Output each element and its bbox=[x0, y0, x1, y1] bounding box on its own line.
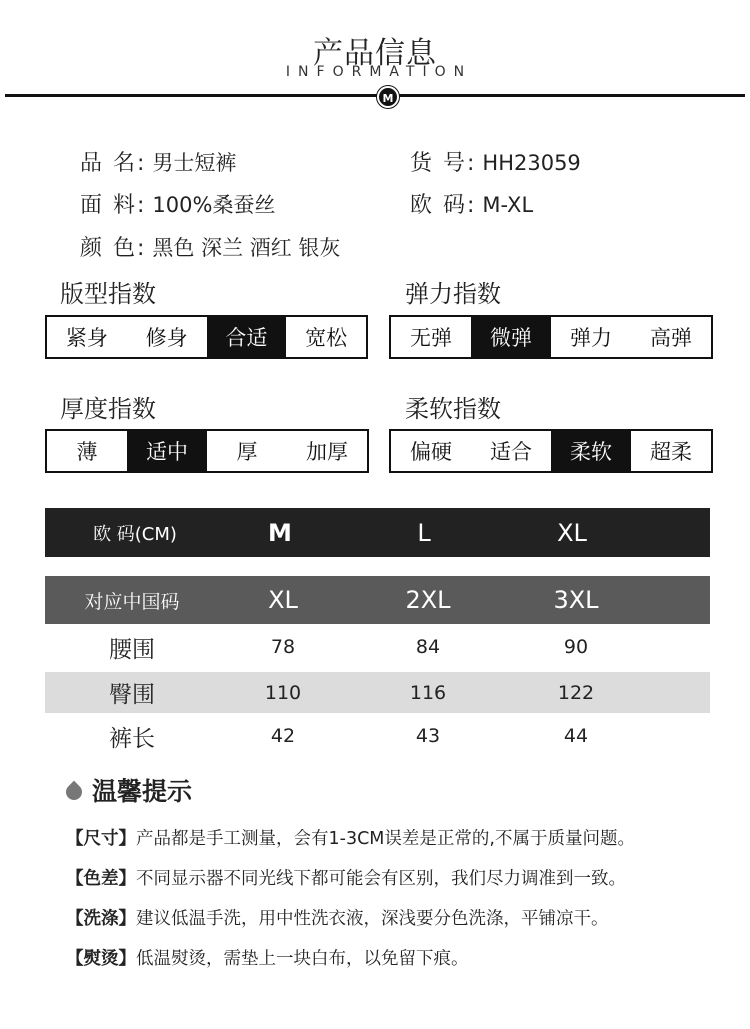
fit-option: 紧身 bbox=[65, 326, 108, 350]
thickness-option: 薄 bbox=[76, 440, 98, 464]
tip-text: 低温熨烫，需垫上一块白布，以免留下痕。 bbox=[136, 949, 469, 969]
softness-index-scale bbox=[389, 429, 713, 473]
size-table-cn-row bbox=[45, 576, 710, 624]
elastic-index-title: 弹力指数 bbox=[405, 280, 501, 308]
fit-index-title: 版型指数 bbox=[60, 280, 156, 308]
product-name-row bbox=[80, 146, 236, 177]
row-cell: 44 bbox=[563, 725, 589, 747]
tip-tag: 【色差】 bbox=[66, 869, 136, 889]
row-cell: 42 bbox=[270, 725, 296, 747]
cn-size-cell: XL bbox=[268, 586, 298, 614]
product-color-row bbox=[80, 231, 340, 262]
size-table-header bbox=[45, 508, 710, 557]
row-cell: 122 bbox=[557, 681, 595, 704]
tip-tag: 【尺寸】 bbox=[66, 829, 136, 849]
row-cell: 110 bbox=[264, 681, 302, 704]
row-label: 臀围 bbox=[109, 682, 155, 708]
page-subtitle: INFORMATION bbox=[285, 64, 473, 80]
fit-option: 修身 bbox=[145, 326, 188, 350]
product-color-label: 颜 色: bbox=[80, 236, 147, 261]
softness-option: 偏硬 bbox=[410, 440, 452, 464]
tip-text: 不同显示器不同光线下都可能会有区别，我们尽力调准到一致。 bbox=[136, 869, 626, 889]
row-label: 腰围 bbox=[109, 636, 155, 663]
table-row bbox=[45, 626, 710, 668]
thickness-index-title: 厚度指数 bbox=[60, 395, 156, 423]
size-header-cell: M bbox=[268, 518, 292, 547]
row-cell: 90 bbox=[563, 636, 589, 658]
row-cell: 84 bbox=[415, 636, 441, 658]
elastic-index-scale bbox=[389, 315, 713, 359]
page-title: 产品信息 bbox=[313, 36, 437, 71]
softness-index-title: 柔软指数 bbox=[405, 395, 501, 423]
elastic-option: 高弹 bbox=[650, 326, 692, 350]
cn-size-cell: 3XL bbox=[553, 586, 599, 614]
row-label: 裤长 bbox=[109, 725, 155, 752]
thickness-option: 适中 bbox=[127, 431, 207, 471]
table-row bbox=[45, 715, 710, 757]
tip-tag: 【洗涤】 bbox=[66, 909, 136, 929]
product-sku-label: 货 号: bbox=[410, 151, 477, 176]
tip-item bbox=[66, 865, 626, 890]
thickness-option: 加厚 bbox=[306, 440, 348, 464]
thickness-option: 厚 bbox=[236, 440, 258, 464]
fit-option: 合适 bbox=[207, 317, 287, 357]
header-badge: M bbox=[377, 86, 399, 108]
product-color-value: 黑色 深兰 酒红 银灰 bbox=[152, 236, 341, 260]
tip-item bbox=[66, 945, 469, 970]
product-sku-value: HH23059 bbox=[482, 151, 581, 175]
product-size-label: 欧 码: bbox=[410, 193, 477, 218]
cn-size-cell: 2XL bbox=[405, 586, 451, 614]
fit-option: 宽松 bbox=[305, 326, 348, 350]
size-header-cell: XL bbox=[557, 518, 587, 547]
table-row bbox=[45, 672, 710, 713]
size-header-cell: L bbox=[417, 518, 431, 547]
product-sku-row bbox=[410, 146, 581, 177]
tip-text: 产品都是手工测量，会有1-3CM误差是正常的,不属于质量问题。 bbox=[136, 829, 635, 849]
row-cell: 116 bbox=[409, 681, 447, 704]
tip-tag: 【熨烫】 bbox=[66, 949, 136, 969]
product-size-row bbox=[410, 188, 533, 219]
tips-title: 温馨提示 bbox=[92, 777, 193, 806]
elastic-option: 弹力 bbox=[570, 326, 612, 350]
product-name-value: 男士短裤 bbox=[152, 151, 237, 175]
tip-item bbox=[66, 905, 609, 930]
tips-heading bbox=[66, 772, 192, 808]
cn-size-label: 对应中国码 bbox=[84, 590, 180, 613]
tip-item bbox=[66, 825, 635, 850]
product-material-label: 面 料: bbox=[80, 193, 147, 218]
product-name-label: 品 名: bbox=[80, 151, 147, 176]
row-cell: 43 bbox=[415, 725, 441, 747]
elastic-option: 无弹 bbox=[410, 326, 452, 350]
softness-option: 超柔 bbox=[650, 440, 692, 464]
softness-option: 适合 bbox=[490, 440, 532, 464]
product-material-row bbox=[80, 188, 275, 219]
tip-text: 建议低温手洗，用中性洗衣液，深浅要分色洗涤，平铺凉干。 bbox=[136, 909, 609, 929]
water-drop-icon bbox=[63, 781, 86, 804]
header-divider bbox=[5, 94, 745, 97]
row-cell: 78 bbox=[270, 636, 296, 658]
softness-option: 柔软 bbox=[551, 431, 631, 471]
elastic-option: 微弹 bbox=[471, 317, 551, 357]
size-header-label: 欧 码(CM) bbox=[93, 523, 177, 545]
thickness-index-scale bbox=[45, 429, 369, 473]
fit-index-scale bbox=[45, 315, 368, 359]
product-size-value: M-XL bbox=[482, 193, 534, 217]
product-material-value: 100%桑蚕丝 bbox=[152, 193, 276, 217]
